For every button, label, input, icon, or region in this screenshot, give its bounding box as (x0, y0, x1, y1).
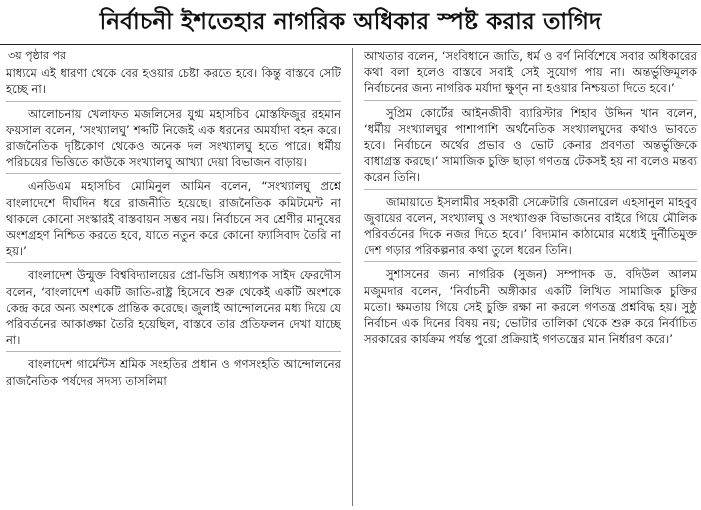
paragraph: সুশাসনের জন্য নাগরিক (সুজন) সম্পাদক ড. বদিউল আলম মজুমদার বলেন, ‘নির্বাচনী অঙ্গীকার একটি লিখিত সামাজিক চুক্তির মতো। ক্ষমতায় গিয়ে সেই চুক্তি রক্ষা না করলে গণতন্ত্র প্রশ্নবিদ্ধ হয়। সুষ্ঠু নির্বাচন এক দিনের বিষয় নয়; ভোটার তালিকা থেকে শুরু করে নির্বাচিত সরকারের কার্যক্রম পর্যন্ত পুরো প্রক্রিয়াই গণতন্ত্রের মান নির্ধারণ করে।’ (364, 267, 697, 347)
paragraph: আখতার বলেন, ‘সংবিধানে জাতি, ধর্ম ও বর্ণ নির্বিশেষে সবার অধিকারের কথা বলা হলেও বাস্তবে সবাই সেই সুযোগ পায় না। অন্তর্ভুক্তিমূলক নির্বাচনের জন্য নাগরিক মর্যাদা ক্ষুণ্ন না হওয়ার নিশ্চয়তা দিতে হবে।’ (364, 48, 697, 101)
paragraph: বাংলাদেশ উন্মুক্ত বিশ্ববিদ্যালয়ের প্রো-ভিসি অধ্যাপক সাইদ ফেরদৌস বলেন, ‘বাংলাদেশ একটি জাতি-রাষ্ট্র হিসেবে শুরু থেকেই একটি অংশকে কেন্দ্র করে অন্য অংশকে প্রান্তিক করেছে। জুলাই আন্দোলনের মধ্য দিয়ে যে পরিবর্তনের আকাঙ্ক্ষা তৈরি হয়েছিল, বাস্তবে তার প্রতিফলন দেখা যাচ্ছে না। (6, 267, 341, 352)
paragraph: এনডিএম মহাসচিব মোমিনুল আমিন বলেন, “সংখ্যালঘু প্রশ্নে বাংলাদেশে দীর্ঘদিন ধরে রাজনীতি হয়েছে। রাজনৈতিক কমিটমেন্ট না থাকলে কোনো সংস্কারই বাস্তবায়ন সম্ভব নয়। নির্বাচনে সব শ্রেণীর মানুষের অংশগ্রহণ নিশ্চিত করতে হবে, যাতে নতুন করে কোনো ফ্যাসিবাদ তৈরি না হয়।’ (6, 178, 341, 263)
right-column (364, 48, 697, 508)
paragraph: বাংলাদেশ গার্মেন্টস শ্রমিক সংহতির প্রধান ও গণসংহতি আন্দোলনের রাজনৈতিক পর্ষদের সদস্য তাসলিমা (6, 357, 341, 388)
paragraph: জামায়াতে ইসলামীর সহকারী সেক্রেটারি জেনারেল এহসানুল মাহবুব জুবায়ের বলেন, সংখ্যালঘু ও সংখ্যাগুরু বিভাজনের বাইরে গিয়ে মৌলিক পরিবর্তনের দিকে নজর দিতে হবে।’ বিদ্যমান কাঠামোর মধ্যেই দুর্নীতিমুক্ত দেশ গড়ার পরিকল্পনার কথা তুলে ধরেন তিনি। (364, 194, 697, 263)
paragraph: মাধ্যমে এই ধারণা থেকে বের হওয়ার চেষ্টা করতে হবে। কিন্তু বাস্তবে সেটি হচ্ছে না। (6, 65, 341, 101)
headline: নির্বাচনী ইশতেহার নাগরিক অধিকার স্পষ্ট করার তাগিদ (0, 0, 701, 45)
continued-from-label: ৩য় পৃষ্ঠার পর (8, 49, 67, 62)
paragraph: আলোচনায় খেলাফত মজলিসের যুগ্ম মহাসচিব মোস্তফিজুর রহমান ফয়সাল বলেন, ‘সংখ্যালঘু’ শব্দটি নিজেই এক ধরনের অমর্যাদা বহন করে। রাজনৈতিক দৃষ্টিকোণ থেকেও অনেক দল সংখ্যালঘু হতে পারে। ধর্মীয় পরিচয়ের ভিত্তিতে কাউকে সংখ্যালঘু আখ্যা দেয়া বিভাজন বাড়ায়। (6, 106, 341, 175)
paragraph: সুপ্রিম কোর্টের আইনজীবী ব্যারিস্টার শিহাব উদ্দিন খান বলেন, ‘ধর্মীয় সংখ্যালঘুর পাশাপাশি অর্থনৈতিক সংখ্যালঘুদের কথাও ভাবতে হবে। নির্বাচনে অর্থের প্রভাব ও ভোট কেনার প্রবণতা অন্তর্ভুক্তিকে বাধাগ্রস্ত করছে।’ সামাজিক চুক্তি ছাড়া গণতন্ত্র টেকসই হয় না বলেও মন্তব্য করেন তিনি। (364, 105, 697, 190)
column-divider (352, 48, 353, 506)
left-column (6, 48, 341, 508)
